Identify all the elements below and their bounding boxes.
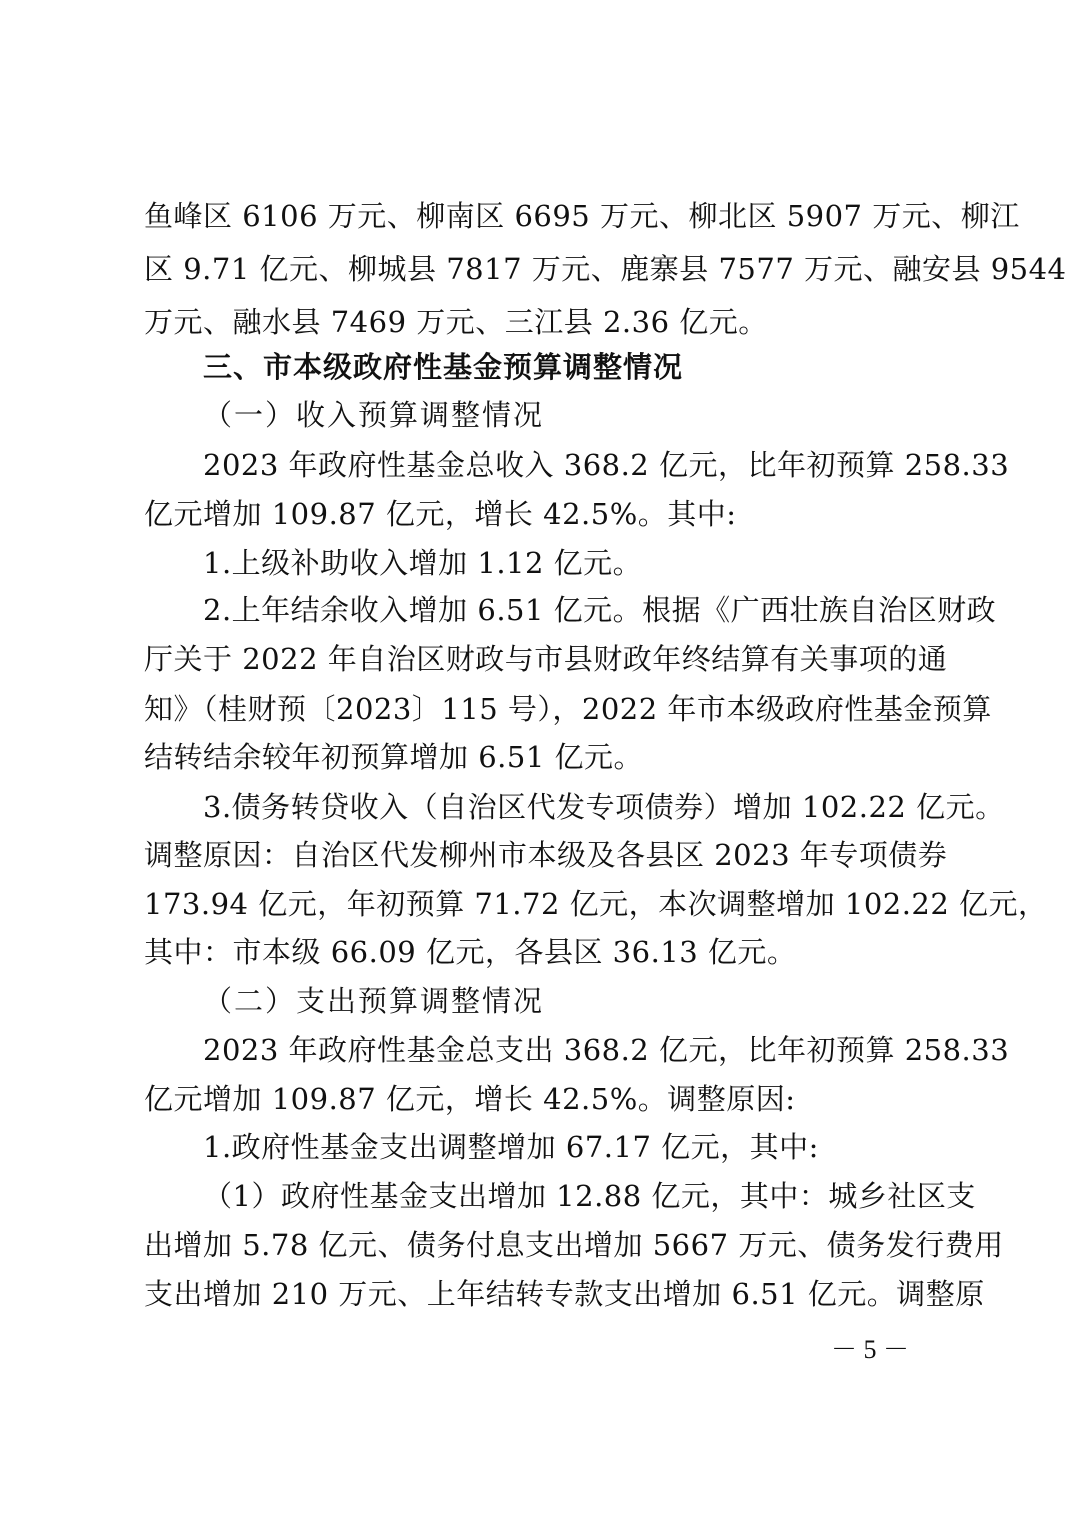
page-number: － 5 －	[830, 1335, 909, 1364]
paragraph-line: 亿元增加 109.87 亿元，增长 42.5%。调整原因:	[144, 1082, 796, 1116]
paragraph-line: 1.政府性基金支出调整增加 67.17 亿元，其中:	[203, 1130, 819, 1164]
paragraph-line: 3.债务转贷收入（自治区代发专项债券）增加 102.22 亿元。	[203, 790, 1005, 824]
paragraph-line: 知》（桂财预〔2023〕115 号），2022 年市本级政府性基金预算	[144, 692, 992, 726]
paragraph-line: 区 9.71 亿元、柳城县 7817 万元、鹿寨县 7577 万元、融安县 9544	[144, 252, 1067, 286]
paragraph-line: 亿元增加 109.87 亿元，增长 42.5%。其中:	[144, 497, 737, 531]
paragraph-line: 其中：市本级 66.09 亿元，各县区 36.13 亿元。	[144, 935, 797, 969]
paragraph-line: 厅关于 2022 年自治区财政与市县财政年终结算有关事项的通	[144, 642, 948, 676]
paragraph-line: 1.上级补助收入增加 1.12 亿元。	[203, 546, 643, 580]
paragraph-line: 173.94 亿元，年初预算 71.72 亿元，本次调整增加 102.22 亿元，	[144, 887, 1048, 921]
paragraph-line: 结转结余较年初预算增加 6.51 亿元。	[144, 740, 644, 774]
paragraph-line: 2023 年政府性基金总支出 368.2 亿元，比年初预算 258.33	[203, 1033, 1010, 1067]
subsection-heading: （一）收入预算调整情况	[203, 398, 545, 432]
paragraph-line: 调整原因：自治区代发柳州市本级及各县区 2023 年专项债券	[144, 838, 948, 872]
paragraph-line: 2023 年政府性基金总收入 368.2 亿元，比年初预算 258.33	[203, 448, 1010, 482]
paragraph-line: 万元、融水县 7469 万元、三江县 2.36 亿元。	[144, 305, 768, 339]
paragraph-line: 支出增加 210 万元、上年结转专款支出增加 6.51 亿元。调整原	[144, 1277, 985, 1311]
paragraph-line: （1）政府性基金支出增加 12.88 亿元，其中：城乡社区支	[203, 1179, 976, 1213]
paragraph-line: 出增加 5.78 亿元、债务付息支出增加 5667 万元、债务发行费用	[144, 1228, 1004, 1262]
subsection-heading: （二）支出预算调整情况	[203, 984, 545, 1018]
paragraph-line: 2.上年结余收入增加 6.51 亿元。根据《广西壮族自治区财政	[203, 593, 997, 627]
paragraph-line: 鱼峰区 6106 万元、柳南区 6695 万元、柳北区 5907 万元、柳江	[144, 199, 1020, 233]
section-heading: 三、市本级政府性基金预算调整情况	[203, 350, 684, 384]
